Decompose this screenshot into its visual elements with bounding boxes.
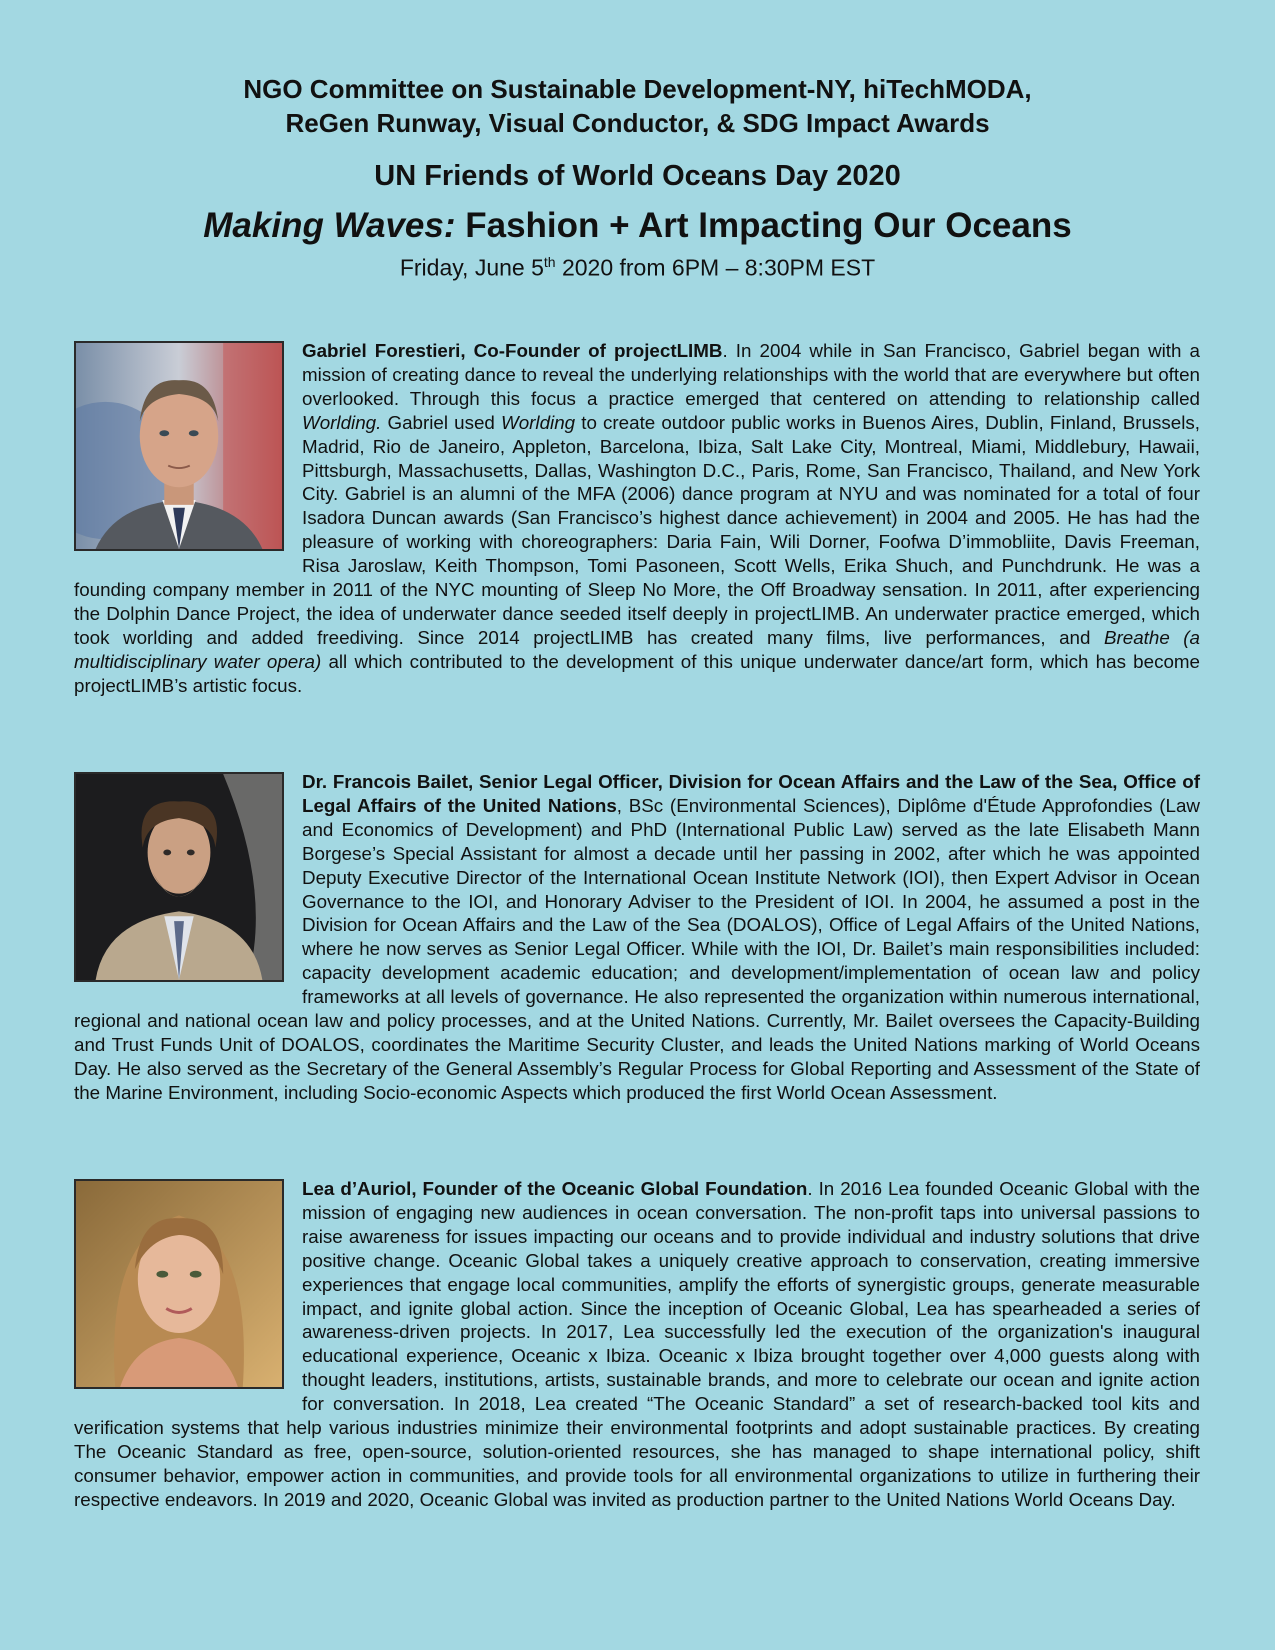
bio-text: all which contributed to the development of this unique underwater dance/art form, which has become projectLIMB’s artistic focus. [74, 650, 1201, 696]
speaker-bio-francois [74, 770, 1200, 1105]
bio-text: Gabriel used [381, 411, 501, 433]
speaker-bio-lea [74, 1177, 1200, 1512]
bio-text: . In 2016 Lea founded Oceanic Global with the mission of engaging new audiences in ocean conversation. The non-profit taps into universal passions to raise awareness for issues impacting our oceans and to provide individual and industry solutions that drive positive change. Oceanic Global takes a uniquely creative approach to conservation, creating immersive experiences that engage local communities, amplify the efforts of synergistic groups, generate measurable impact, and ignite global action. Since the inception of Oceanic Global, Lea has spearheaded a series of awareness-driven projects. In 2017, Lea successfully led the execution of the organization's inaugural educational experience, Oceanic x Ibiza. Oceanic x Ibiza brought together over 4,000 guests along with thought leaders, institutions, artists, sustainable brands, and more to celebrate our ocean and ignite action for conversation. In 2018, Lea created “The Oceanic Standard” a set of research-backed tool kits and verification systems that help various industries minimize their environmental footprints and adopt sustainable practices. By creating The Oceanic Standard as free, open-source, solution-oriented resources, she has managed to shape international policy, shift consumer behavior, empower action in communities, and provide tools for all environmental organizations to utilize in furthering their respective endeavors. In 2019 and 2020, Oceanic Global was invited as production partner to the United Nations World Oceans Day. [74, 1178, 1200, 1510]
speaker-photo-gabriel [74, 341, 284, 551]
event-date-time: 2020 from 6PM – 8:30PM EST [555, 254, 876, 281]
speaker-photo-francois [74, 772, 284, 982]
bio-text-italic: Breathe (a multidisciplinary water opera) [74, 626, 1201, 672]
header [0, 0, 1275, 282]
event-date-ordinal: th [543, 254, 556, 270]
bio-text-italic: Worlding. [302, 411, 382, 433]
speaker-photo-lea [74, 1179, 284, 1389]
event-date [0, 248, 1275, 282]
speaker-bio-gabriel [74, 339, 1200, 698]
bio-text: , BSc (Environmental Sciences), Diplôme d'Étude Approfondies (Law and Economics of Development) and PhD (International Public Law) served as the late Elisabeth Mann Borgese’s Special Assistant for almost a decade until her passing in 2002, after which he was appointed Deputy Executive Director of the International Ocean Institute Network (IOI), then Expert Advisor in Ocean Governance to the IOI, and Honorary Adviser to the President of IOI. In 2004, he assumed a post in the Division for Ocean Affairs and the Law of the Sea (DOALOS), Office of Legal Affairs of the United Nations, where he now serves as Senior Legal Officer. While with the IOI, Dr. Bailet’s main responsibilities included: capacity development academic education; and development/implementation of ocean law and policy frameworks at all levels of governance. He also represented the organization within numerous international, regional and national ocean law and policy processes, and at the United Nations. Currently, Mr. Bailet oversees the Capacity-Building and Trust Funds Unit of DOALOS, coordinates the Maritime Security Cluster, and leads the United Nations marking of World Oceans Day. He also served as the Secretary of the General Assembly’s Regular Process for Global Reporting and Assessment of the State of the Marine Environment, including Socio-economic Aspects which produced the first World Ocean Assessment. [74, 794, 1200, 1103]
bio-text: . In 2004 while in San Francisco, Gabriel began with a mission of creating dance to reveal the underlying relationships with the world that are everywhere but often overlooked. Through this focus a practice emerged that centered on attending to relationship called [302, 340, 1200, 409]
event-title [0, 204, 1275, 248]
speaker-name-lea: Lea d’Auriol, Founder of the Oceanic Global Foundation [302, 1178, 808, 1199]
organizers-line-2: ReGen Runway, Visual Conductor, & SDG Impact Awards [285, 108, 990, 138]
event-name: UN Friends of World Oceans Day 2020 [374, 160, 901, 192]
bio-text-italic: Worlding [501, 411, 576, 433]
organizers-line-1: NGO Committee on Sustainable Development-NY, hiTechMODA, [243, 74, 1032, 104]
speaker-name-gabriel: Gabriel Forestieri, Co-Founder of projectLIMB [302, 340, 723, 361]
bio-text: to create outdoor public works in Buenos Aires, Dublin, Finland, Brussels, Madrid, Rio de Janeiro, Appleton, Barcelona, Ibiza, Salt Lake City, Montreal, Miami, Middlebury, Hawaii, Pittsburgh, Massachusetts, Dallas, Washington D.C., Paris, Rome, San Francisco, Thailand, and New York City. Gabriel is an alumni of the MFA (2006) dance program at NYU and was nominated for a total of four Isadora Duncan awards (San Francisco’s highest dance achievement) in 2004 and 2005. He has had the pleasure of working with choreographers: Daria Fain, Wili Dorner, Foofwa D’immobliite, Davis Freeman, Risa Jaroslaw, Keith Thompson, Tomi Pasoneen, Scott Wells, Erika Shuch, and Punchdrunk. He was a founding company member in 2011 of the NYC mounting of Sleep No More, the Off Broadway sensation. In 2011, after experiencing the Dolphin Dance Project, the idea of underwater dance seeded itself deeply in projectLIMB. An underwater practice emerged, which took worlding and added freediving. Since 2014 projectLIMB has created many films, live performances, and [74, 411, 1201, 648]
event-date-day: Friday, June 5 [399, 254, 544, 281]
speaker-name-francois: Dr. Francois Bailet, Senior Legal Officer, Division for Ocean Affairs and the Law of the Sea, Office of Legal Affairs of the United Nations [302, 771, 1200, 816]
event-title-italic: Making Waves: [203, 206, 456, 245]
event-title-rest: Fashion + Art Impacting Our Oceans [455, 206, 1072, 245]
